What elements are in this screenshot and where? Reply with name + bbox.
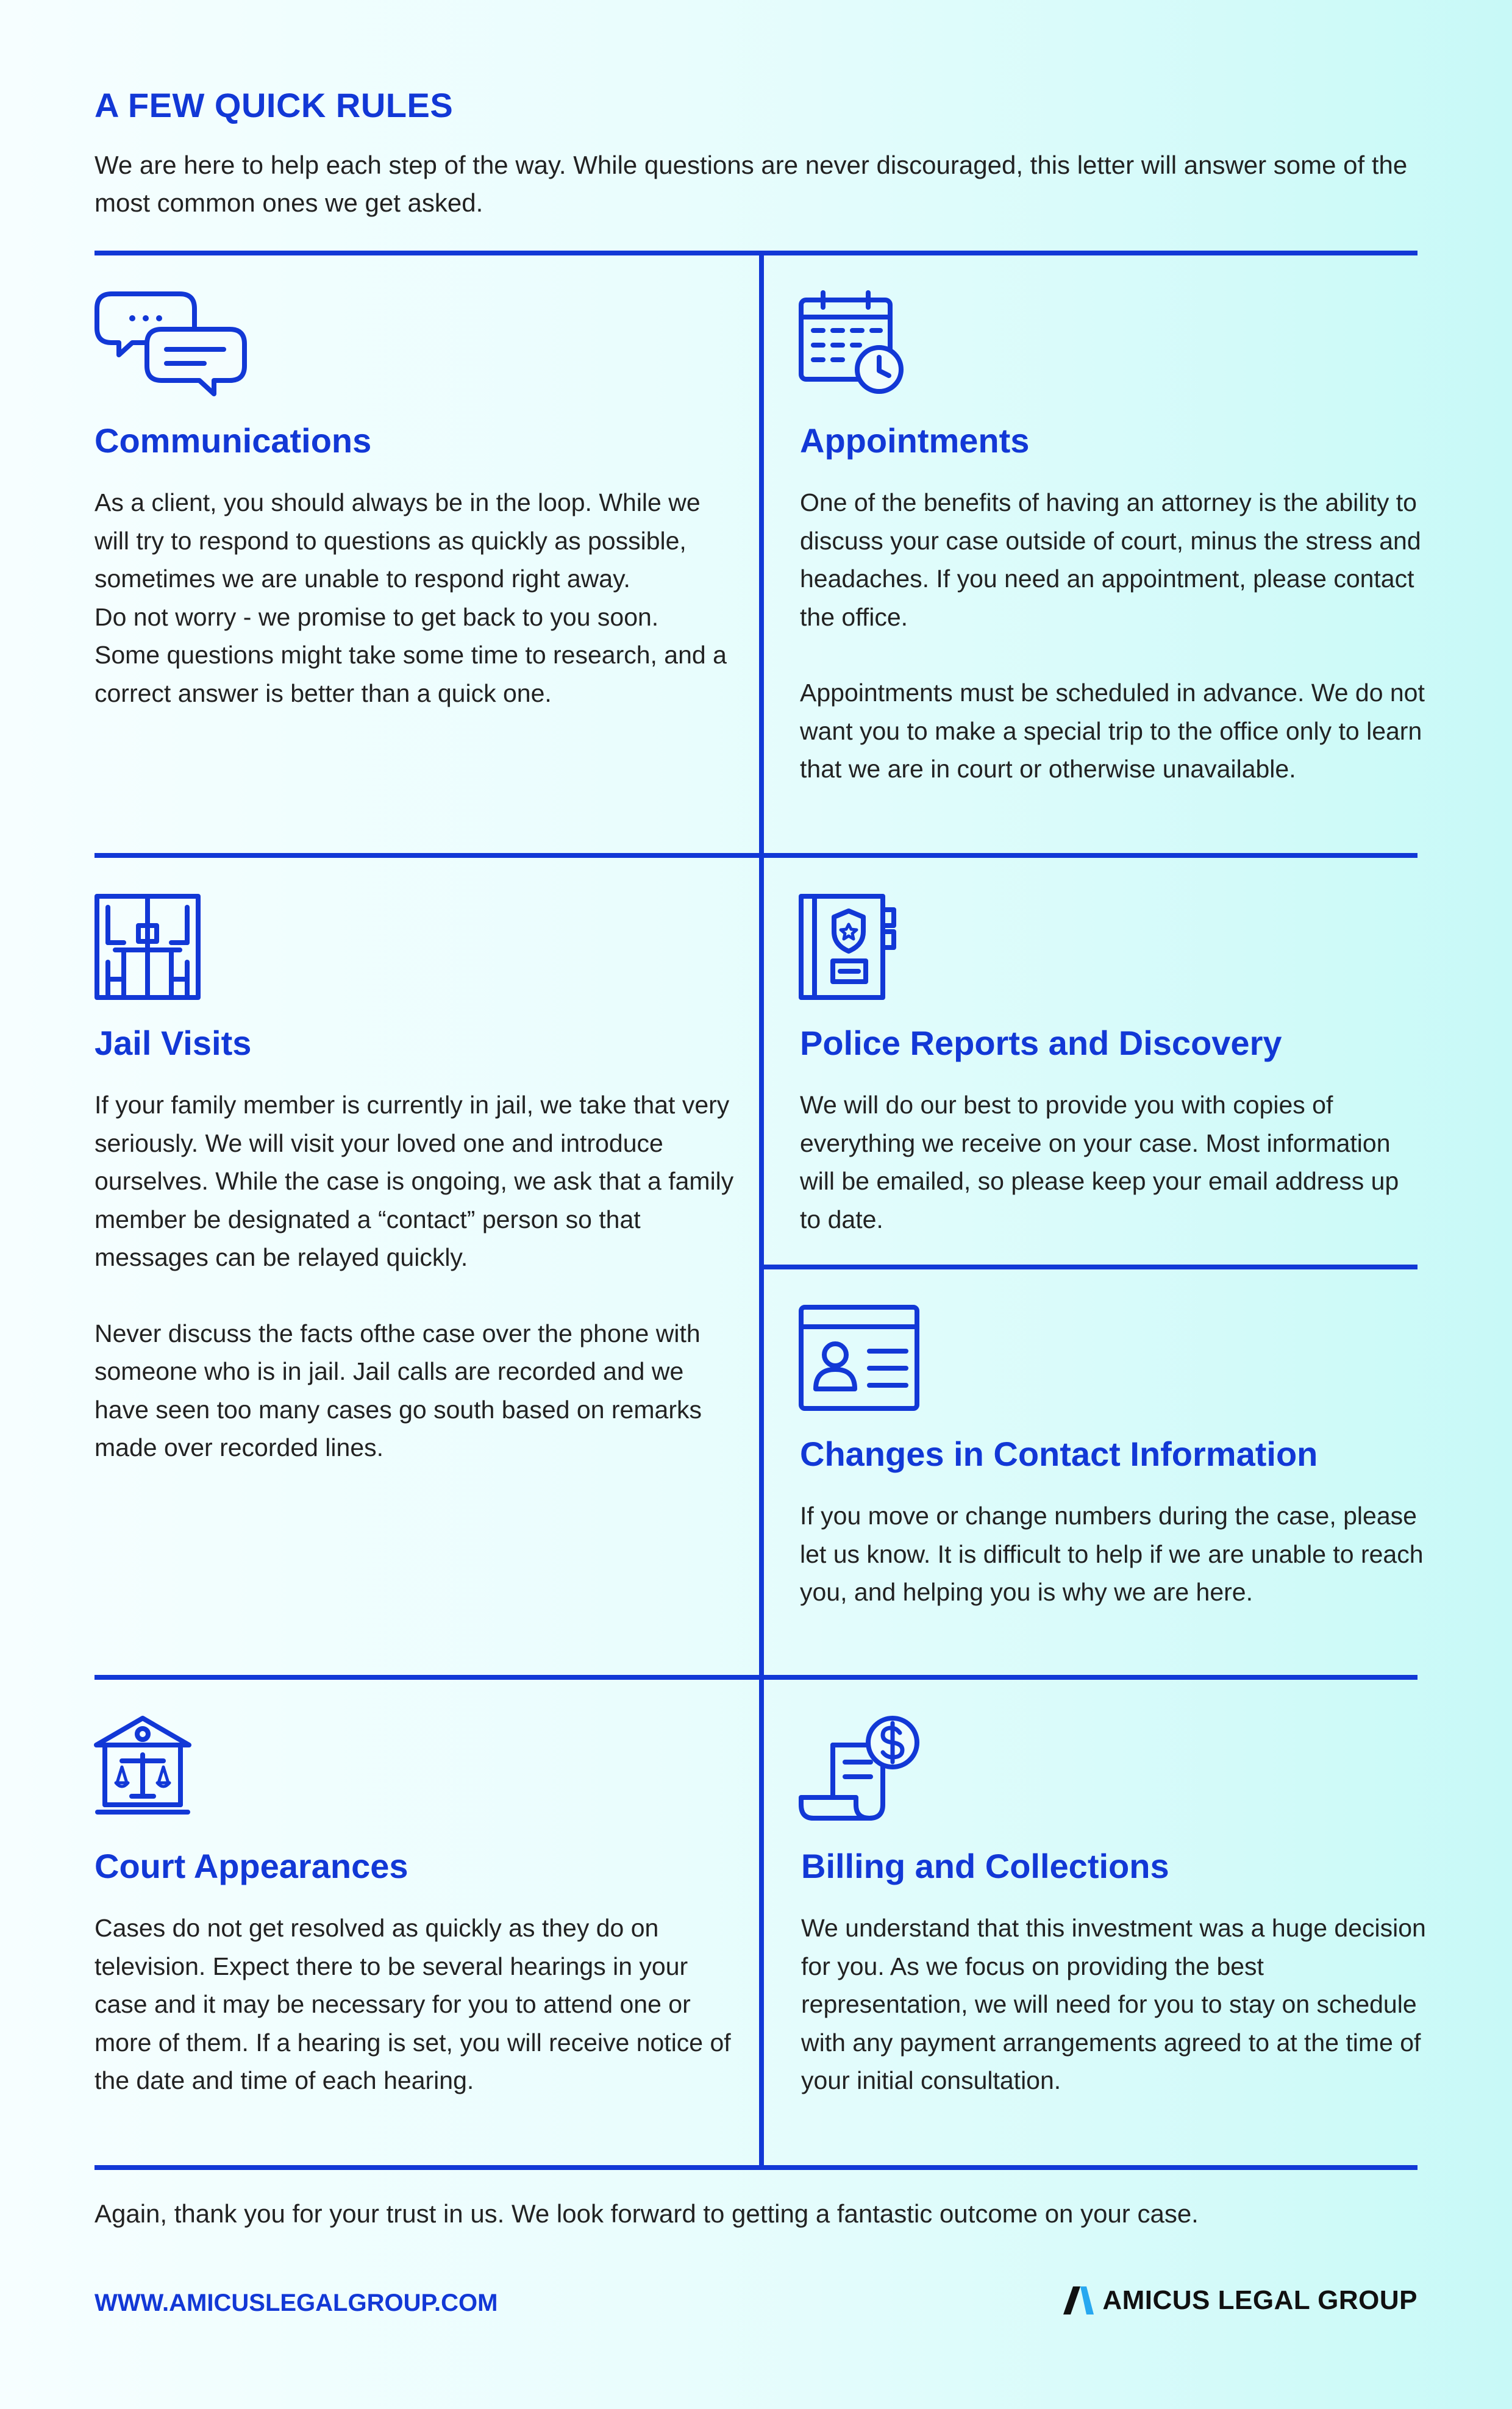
courthouse-scales-icon	[93, 1715, 193, 1821]
billing-body	[801, 1909, 1429, 2100]
communications-text: As a client, you should always be in the loop. While we will try to respond to questions as quickly as possible, sometimes we are unable to respond right away. Do not worry - we promise to get back to you soon. Some questions might take some time to research, and a correct answer is better than a quick one.	[94, 488, 727, 707]
billing-title: Billing and Collections	[801, 1847, 1169, 1885]
appointments-text-2: Appointments must be scheduled in advance. We do not want you to make a special trip to the office only to learn that we are in court or otherwise unavailable.	[800, 679, 1425, 783]
appointments-body	[800, 484, 1428, 788]
visitation-booth-icon	[94, 894, 201, 1001]
police-reports-text: We will do our best to provide you with copies of everything we receive on your case. Most information will be emailed, so please keep your email address up to date.	[800, 1091, 1399, 1233]
communications-title: Communications	[94, 421, 372, 460]
calendar-clock-icon	[799, 290, 905, 397]
police-file-icon	[799, 894, 899, 1001]
appointments-text-1: One of the benefits of having an attorney is the ability to discuss your case outside of court, minus the stress and headaches. If you need an appointment, please contact the office.	[800, 488, 1421, 631]
brand-name: AMICUS LEGAL GROUP	[1102, 2285, 1417, 2315]
divider-top	[94, 251, 1417, 255]
divider-right-mid	[761, 1265, 1417, 1269]
page-title: A FEW QUICK RULES	[94, 86, 454, 124]
jail-visits-title: Jail Visits	[94, 1024, 252, 1062]
communications-body	[94, 484, 729, 712]
divider-row-3	[94, 1675, 1417, 1680]
contact-card-icon	[799, 1305, 921, 1411]
amicus-logo-mark-icon	[1062, 2286, 1094, 2314]
contact-info-text: If you move or change numbers during the case, please let us know. It is difficult to help if we are unable to reach you, and helping you is why we are here.	[800, 1502, 1424, 1606]
court-title: Court Appearances	[94, 1847, 408, 1885]
divider-vertical	[759, 251, 764, 2170]
contact-info-title: Changes in Contact Information	[800, 1435, 1318, 1473]
billing-text: We understand that this investment was a huge decision for you. As we focus on providing the best representation, we will need for you to stay on schedule with any payment arrangements agreed to at the time of your initial consultation.	[801, 1914, 1426, 2094]
contact-info-body	[800, 1497, 1425, 1611]
jail-visits-text-1: If your family member is currently in jail, we take that very seriously. We will visit your loved one and introduce ourselves. While the case is ongoing, we ask that a family member be designated a “contact” person so that messages can be relayed quickly.	[94, 1091, 734, 1271]
brand-logo	[1062, 2285, 1417, 2316]
jail-visits-text-2: Never discuss the facts ofthe case over the phone with someone who is in jail. Jail calls are recorded and we have seen too many cases go south based on remarks made over recorded lines.	[94, 1319, 702, 1461]
intro-text: We are here to help each step of the way. While questions are never discouraged, this letter will answer some of the most common ones we get asked.	[94, 151, 1408, 217]
chat-bubbles-icon	[94, 291, 247, 398]
police-reports-body	[800, 1086, 1422, 1238]
divider-bottom	[94, 2165, 1417, 2170]
court-body	[94, 1909, 738, 2100]
invoice-dollar-icon	[799, 1713, 921, 1823]
website-link[interactable]: WWW.AMICUSLEGALGROUP.COM	[94, 2289, 498, 2316]
closing-text: Again, thank you for your trust in us. We look forward to getting a fantastic outcome on your case.	[94, 2199, 1199, 2228]
police-reports-title: Police Reports and Discovery	[800, 1024, 1282, 1062]
jail-visits-body	[94, 1086, 735, 1467]
divider-row-2	[94, 853, 1417, 858]
court-text: Cases do not get resolved as quickly as they do on television. Expect there to be several hearings in your case and it may be necessary for you to attend one or more of them. If a hearing is set, you will receive notice of the date and time of each hearing.	[94, 1914, 731, 2094]
appointments-title: Appointments	[800, 421, 1030, 460]
